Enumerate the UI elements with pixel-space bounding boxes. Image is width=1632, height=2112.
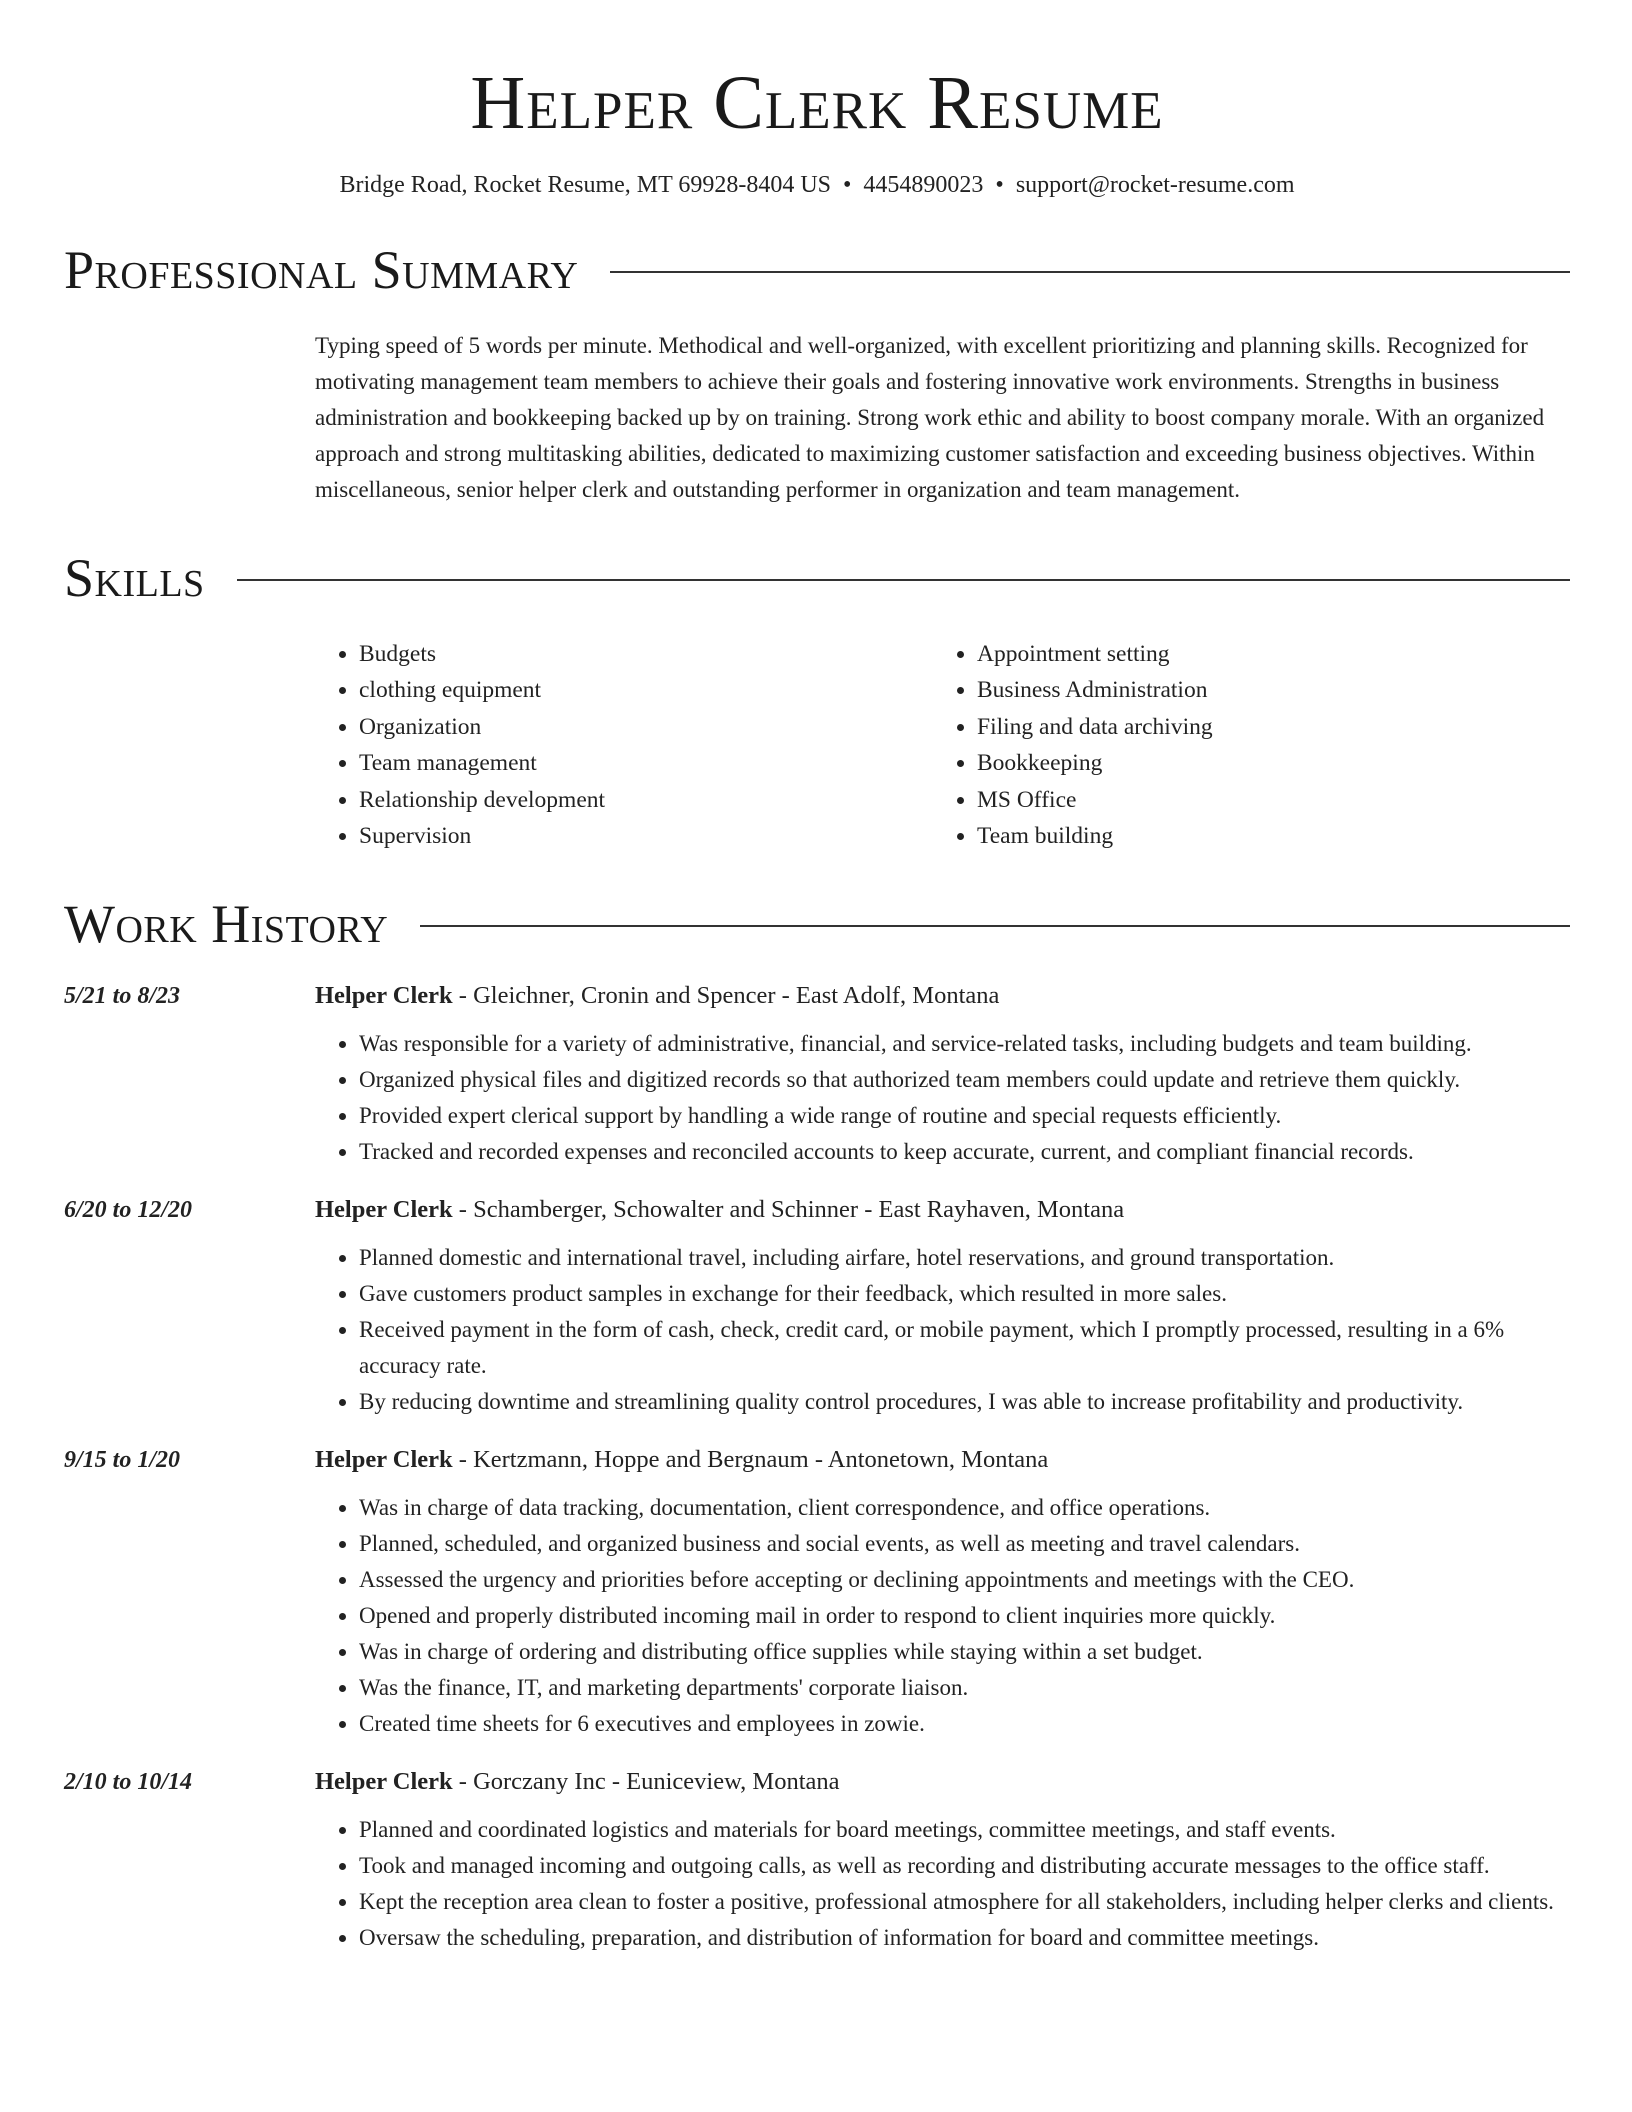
skill-item: • Team management	[359, 745, 933, 781]
skill-item: • Team building	[977, 818, 1551, 854]
job-bullet: • Took and managed incoming and outgoing calls, as well as recording and distributing accurate messages to the office staff.	[359, 1848, 1570, 1884]
job-bullets	[315, 1026, 1570, 1170]
job-bullet: • By reducing downtime and streamlining quality control procedures, I was able to increase profitability and productivity.	[359, 1384, 1570, 1420]
job-heading	[315, 1444, 1570, 1476]
job-bullet: • Planned domestic and international travel, including airfare, hotel reservations, and ground transportation.	[359, 1240, 1570, 1276]
job-title: Helper Clerk	[315, 1446, 453, 1474]
job-title: Helper Clerk	[315, 1768, 453, 1796]
job-details: - Gleichner, Cronin and Spencer - East Adolf, Montana	[452, 982, 1000, 1010]
job-title: Helper Clerk	[315, 1196, 453, 1224]
skill-item: • Filing and data archiving	[977, 709, 1551, 745]
section-divider	[237, 579, 1570, 581]
skill-item: • clothing equipment	[359, 672, 933, 708]
job-dates: 9/15 to 1/20	[64, 1447, 181, 1474]
contact-separator: •	[995, 172, 1004, 198]
job-entry	[64, 1444, 1570, 1742]
job-bullet: • Was in charge of ordering and distributing office supplies while staying within a set budget.	[359, 1634, 1570, 1670]
summary-text: Typing speed of 5 words per minute. Methodical and well-organized, with excellent prioritizing and planning skills. Recognized for motivating management team members to achieve their goals and fostering innovative work environments. Strengths in business administration and bookkeeping backed up by on training. Strong work ethic and ability to boost company morale. With an organized approach and strong multitasking abilities, dedicated to maximizing customer satisfaction and exceeding business objectives. Within miscellaneous, senior helper clerk and outstanding performer in organization and team management.	[315, 333, 1545, 502]
job-entry	[64, 1766, 1570, 1956]
skill-item: • Relationship development	[359, 782, 933, 818]
skills-section-header	[64, 548, 1570, 608]
work-history-list	[64, 980, 1570, 1956]
job-heading	[315, 980, 1570, 1012]
job-dates: 2/10 to 10/14	[64, 1769, 193, 1796]
job-bullet: • Was in charge of data tracking, documentation, client correspondence, and office operations.	[359, 1490, 1570, 1526]
section-title-work: Work History	[64, 894, 389, 955]
skills-column-left	[315, 636, 933, 854]
skill-item: • Appointment setting	[977, 636, 1551, 672]
resume-title: Helper Clerk Resume	[470, 61, 1164, 145]
contact-separator: •	[843, 172, 852, 198]
section-divider	[610, 271, 1570, 273]
job-heading	[315, 1194, 1570, 1226]
job-heading	[315, 1766, 1570, 1798]
job-details: - Kertzmann, Hoppe and Bergnaum - Antonetown, Montana	[452, 1446, 1049, 1474]
job-dates: 5/21 to 8/23	[64, 983, 181, 1010]
skill-item: • Supervision	[359, 818, 933, 854]
work-section-header	[64, 894, 1570, 954]
job-bullet: • Gave customers product samples in exchange for their feedback, which resulted in more sales.	[359, 1276, 1570, 1312]
skill-item: • Organization	[359, 709, 933, 745]
resume-page	[64, 0, 1570, 1956]
job-bullet: • Created time sheets for 6 executives and employees in zowie.	[359, 1706, 1570, 1742]
job-bullet: • Planned, scheduled, and organized business and social events, as well as meeting and travel calendars.	[359, 1526, 1570, 1562]
job-bullet: • Assessed the urgency and priorities before accepting or declining appointments and meetings with the CEO.	[359, 1562, 1570, 1598]
job-details: - Schamberger, Schowalter and Schinner - East Rayhaven, Montana	[452, 1196, 1125, 1224]
skill-item: • Budgets	[359, 636, 933, 672]
job-title: Helper Clerk	[315, 982, 453, 1010]
contact-address: Bridge Road, Rocket Resume, MT 69928-8404 US	[339, 172, 832, 198]
job-bullets	[315, 1812, 1570, 1956]
job-entry	[64, 1194, 1570, 1420]
job-bullet: • Tracked and recorded expenses and reconciled accounts to keep accurate, current, and compliant financial records.	[359, 1134, 1570, 1170]
skill-item: • MS Office	[977, 782, 1551, 818]
job-bullets	[315, 1240, 1570, 1420]
section-title-skills: Skills	[64, 548, 205, 608]
job-bullet: • Organized physical files and digitized records so that authorized team members could update and retrieve them quickly.	[359, 1062, 1570, 1098]
job-body	[315, 980, 1570, 1170]
skills-list	[315, 636, 1570, 854]
job-body	[315, 1444, 1570, 1742]
job-bullet: • Kept the reception area clean to foster a positive, professional atmosphere for all stakeholders, including helper clerks and clients.	[359, 1884, 1570, 1920]
job-entry	[64, 980, 1570, 1170]
job-bullet: • Was responsible for a variety of administrative, financial, and service-related tasks, including budgets and team building.	[359, 1026, 1570, 1062]
job-bullet: • Oversaw the scheduling, preparation, and distribution of information for board and committee meetings.	[359, 1920, 1570, 1956]
contact-email: support@rocket-resume.com	[1015, 172, 1295, 198]
job-body	[315, 1766, 1570, 1956]
contact-phone: 4454890023	[863, 172, 984, 198]
job-dates: 6/20 to 12/20	[64, 1197, 193, 1224]
job-bullet: • Was the finance, IT, and marketing departments' corporate liaison.	[359, 1670, 1570, 1706]
section-title-summary: Professional Summary	[64, 240, 579, 300]
job-bullets	[315, 1490, 1570, 1742]
job-details: - Gorczany Inc - Euniceview, Montana	[452, 1768, 840, 1796]
contact-line	[64, 170, 1570, 200]
job-bullet: • Planned and coordinated logistics and materials for board meetings, committee meetings, and staff events.	[359, 1812, 1570, 1848]
section-divider	[420, 925, 1570, 927]
job-body	[315, 1194, 1570, 1420]
job-bullet: • Opened and properly distributed incoming mail in order to respond to client inquiries more quickly.	[359, 1598, 1570, 1634]
job-bullet: • Provided expert clerical support by handling a wide range of routine and special requests efficiently.	[359, 1098, 1570, 1134]
skill-item: • Business Administration	[977, 672, 1551, 708]
job-bullet: • Received payment in the form of cash, check, credit card, or mobile payment, which I promptly processed, resulting in a 6% accuracy rate.	[359, 1312, 1570, 1384]
summary-section-header	[64, 240, 1570, 300]
skills-column-right	[933, 636, 1551, 854]
skill-item: • Bookkeeping	[977, 745, 1551, 781]
